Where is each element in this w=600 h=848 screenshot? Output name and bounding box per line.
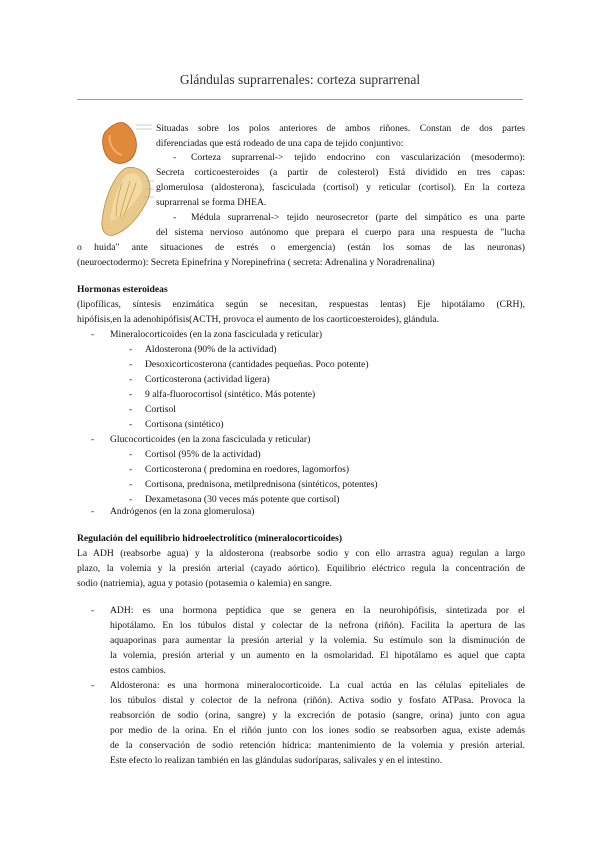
paragraph-line: (lipofílicas, síntesis enzimática según se necesitan, respuestas lentas) Eje hipotálamo (CRH), xyxy=(77,299,525,310)
aldo-line: los túbulos distal y colector de la nefrona (riñón). Activa sodio y fosfato ATPasa. Provoca la xyxy=(110,695,525,706)
sub-bullet-dash: - xyxy=(129,374,133,385)
adh-line: la volemia, presión arterial y un aumento en la osmolaridad. El hipotálamo es aquel que capta xyxy=(110,650,525,661)
paragraph-line: plazo, la volemia y la presión arterial (cayado aórtico). Equilibrio eléctrico regula la concentración de xyxy=(77,563,525,574)
adh-line: ADH: es una hormona peptídica que se genera en la neurohipófisis, sintetizada por el xyxy=(110,605,525,616)
section-heading: Regulación del equilibrio hidroelectrolítico (mineralocorticoides) xyxy=(77,533,343,544)
bullet-text: Secreta corticoesteroides (a partir de colesterol) Está dividido en tres capas: xyxy=(156,167,525,178)
bullet-text: o huida" ante situaciones de estrés o emergencia) (están los somas de las neuronas) xyxy=(77,242,525,253)
title-underline xyxy=(77,99,523,100)
bullet-dash: - xyxy=(91,506,95,517)
list-item: Corticosterona (actividad ligera) xyxy=(145,374,270,385)
list-label: Mineralocorticoides (en la zona fasciculada y reticular) xyxy=(110,329,323,340)
bullet-dash: - xyxy=(173,212,177,223)
bullet-text: Médula suprarrenal-> tejido neurosecretor (parte del simpático es una parte xyxy=(191,212,525,223)
intro-line: diferenciadas que está rodeado de una capa de tejido conjuntivo: xyxy=(156,138,404,149)
sub-bullet-dash: - xyxy=(129,404,133,415)
aldo-line: Aldosterona: es una hormona mineralocorticoide. La cual actúa en las células epiteliales de xyxy=(110,680,525,691)
sub-bullet-dash: - xyxy=(129,389,133,400)
list-item: Cortisol (95% de la actividad) xyxy=(145,449,261,460)
list-item: Aldosterona (90% de la actividad) xyxy=(145,344,277,355)
adh-line: aquaporinas para aumentar la presión arterial y la volemia. Su estímulo son la disminución de xyxy=(110,635,525,646)
paragraph-line: sodio (natriemia), agua y potasio (potasemia o kalemia) en sangre. xyxy=(77,578,332,589)
adh-line: hipotálamo. En los túbulos distal y colectar de la nefrona (riñón). Facilita la apertura de las xyxy=(110,620,525,631)
sub-bullet-dash: - xyxy=(129,464,133,475)
aldo-line: Este efecto lo realizan también en las glándulas sudoríparas, salivales y en el intestino. xyxy=(110,755,443,766)
bullet-dash: - xyxy=(91,329,95,340)
sub-bullet-dash: - xyxy=(129,419,133,430)
adh-line: estos cambios. xyxy=(110,665,166,676)
bullet-dash: - xyxy=(173,152,177,163)
adrenal-gland-illustration xyxy=(96,117,154,241)
list-label: Glucocorticoides (en la zona fasciculada y reticular) xyxy=(110,434,311,445)
bullet-dash: - xyxy=(91,605,95,616)
list-item: Dexametasona (30 veces más potente que cortisol) xyxy=(145,494,340,505)
sub-bullet-dash: - xyxy=(129,344,133,355)
list-item: Corticosterona ( predomina en roedores, lagomorfos) xyxy=(145,464,350,475)
aldo-line: reabsorción de sodio (orina, sangre) y la excreción de potasio (sangre, orina) junto con agua xyxy=(110,710,525,721)
aldo-line: de la conservación de sodio retención hídrica: mantenimiento de la volemia y presión arterial. xyxy=(110,740,525,751)
paragraph-line: La ADH (reabsorbe agua) y la aldosterona (reabsorbe sodio y con ello arrastra agua) regulan a largo xyxy=(77,548,525,559)
sub-bullet-dash: - xyxy=(129,479,133,490)
bullet-text: del sistema nervioso autónomo que prepara el cuerpo para una respuesta de "lucha xyxy=(156,227,525,238)
list-item: Desoxicorticosterona (cantidades pequeñas. Poco potente) xyxy=(145,359,369,370)
list-item: Cortisona (sintético) xyxy=(145,419,224,430)
sub-bullet-dash: - xyxy=(129,359,133,370)
bullet-text: glomerulosa (aldosterona), fasciculada (cortisol) y reticular (cortisol). En la corteza xyxy=(156,182,525,193)
section-heading: Hormonas esteroideas xyxy=(77,284,168,295)
intro-line: Situadas sobre los polos anteriores de ambos riñones. Constan de dos partes xyxy=(156,123,525,134)
bullet-text: suprarrenal se forma DHEA. xyxy=(156,197,267,208)
list-label: Andrógenos (en la zona glomerulosa) xyxy=(110,506,255,517)
bullet-text: (neuroectodermo): Secreta Epinefrina y Norepinefrina ( secreta: Adrenalina y Noradrenalina) xyxy=(77,257,435,268)
sub-bullet-dash: - xyxy=(129,494,133,505)
list-item: Cortisona, prednisona, metilprednisona (sintéticos, potentes) xyxy=(145,479,378,490)
aldo-line: por medio de la orina. En el riñón junto con los iones sodio se reabsorben agua, existe además xyxy=(110,725,525,736)
bullet-dash: - xyxy=(91,680,95,691)
list-item: 9 alfa-fluorocortisol (sintético. Más potente) xyxy=(145,389,316,400)
page-title: Glándulas suprarrenales: corteza suprarrenal xyxy=(179,72,421,87)
sub-bullet-dash: - xyxy=(129,449,133,460)
paragraph-line: hipófisis,en la adenohipófisis(ACTH, provoca el aumento de los caorticoesteroides), glándula. xyxy=(77,314,440,325)
bullet-text: Corteza suprarrenal-> tejido endocrino con vascularización (mesodermo): xyxy=(191,152,525,163)
list-item: Cortisol xyxy=(145,404,176,415)
bullet-dash: - xyxy=(91,434,95,445)
